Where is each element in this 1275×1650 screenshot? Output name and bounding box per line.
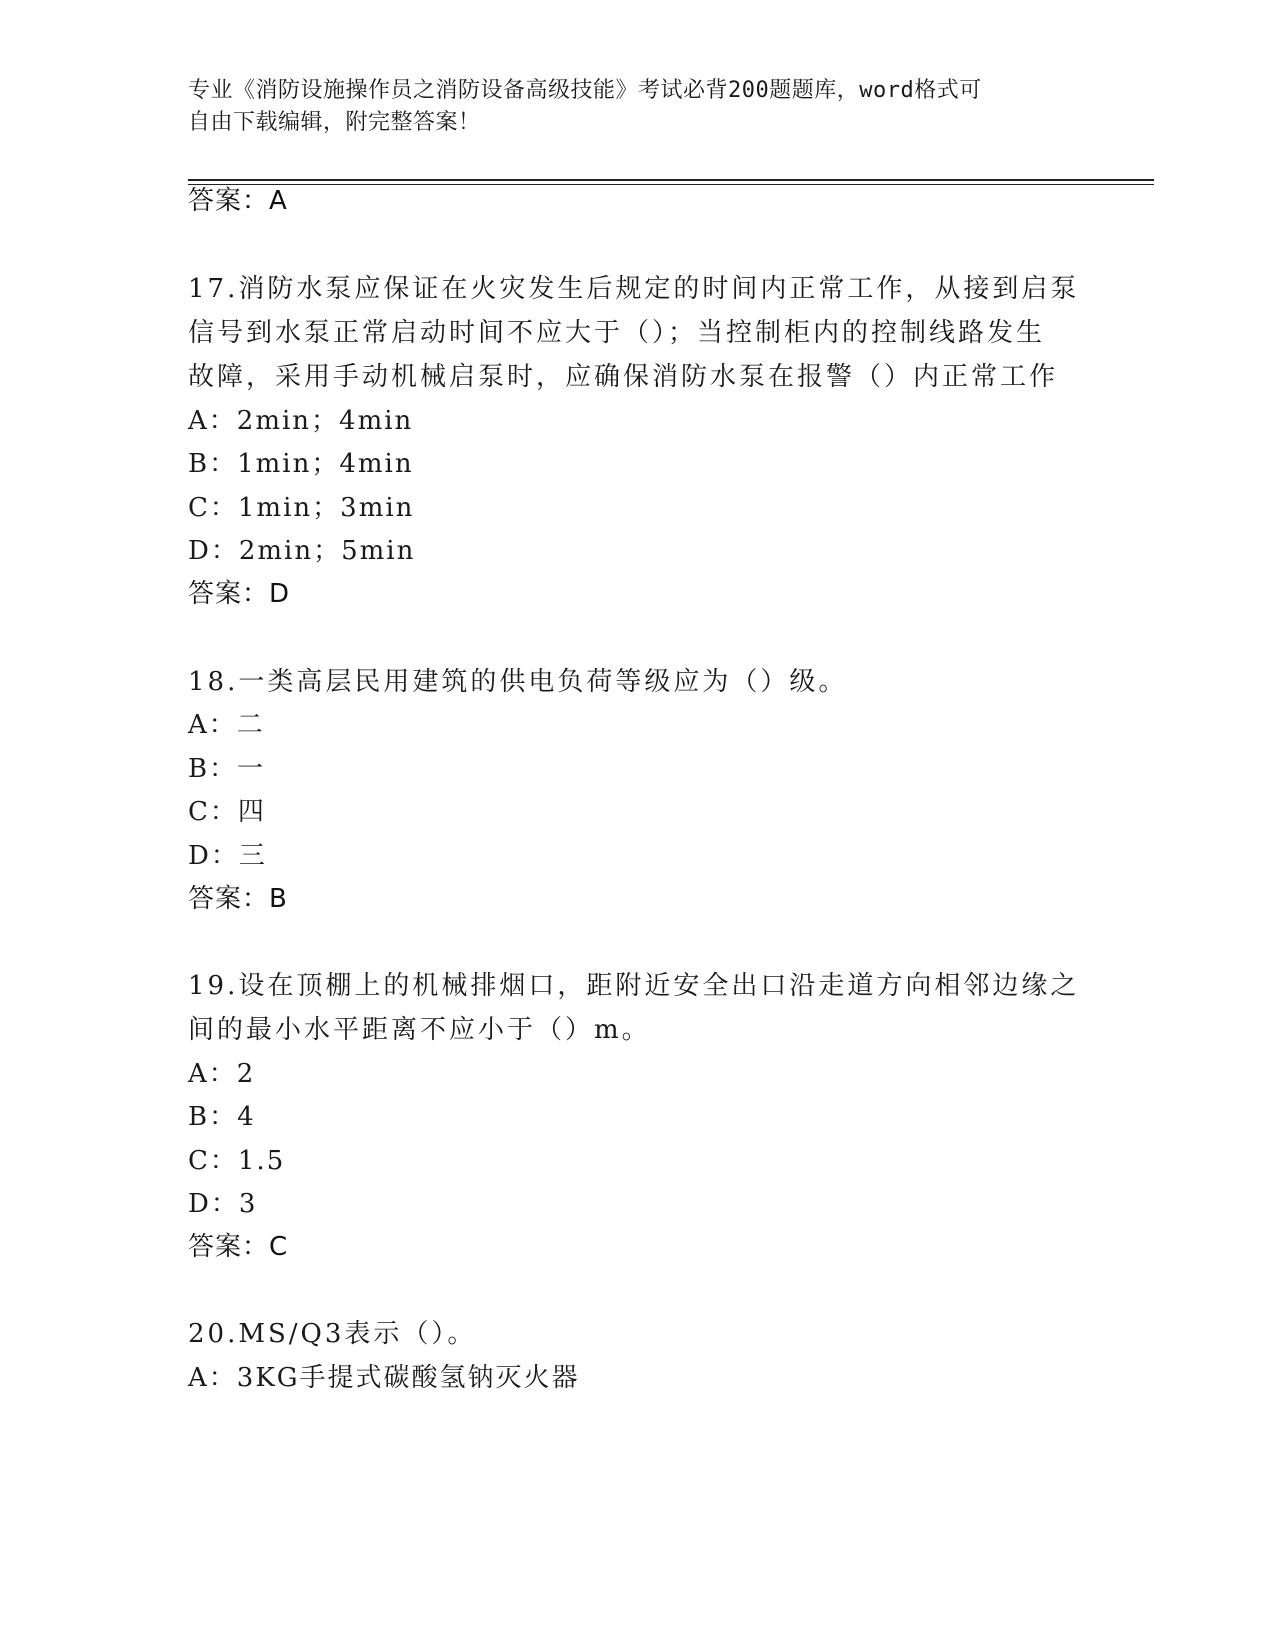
answer-line: 答案：A xyxy=(188,186,288,216)
question-19-stem-line-1: 19.设在顶棚上的机械排烟口，距附近安全出口沿走道方向相邻边缘之 xyxy=(188,971,1080,1001)
question-18-option-a: A：二 xyxy=(188,710,265,740)
question-18-option-b: B：一 xyxy=(188,754,266,784)
question-17-answer: 答案：D xyxy=(188,579,291,609)
question-17-stem-line-3: 故障，采用手动机械启泵时，应确保消防水泵在报警（）内正常工作 xyxy=(188,362,1059,392)
document-header xyxy=(188,75,1068,139)
question-18-option-c: C：四 xyxy=(188,797,266,827)
question-18-answer: 答案：B xyxy=(188,884,288,914)
header-line-1: 专业《消防设施操作员之消防设备高级技能》考试必背200题题库，word格式可 xyxy=(188,78,982,103)
question-19-option-b: B：4 xyxy=(188,1102,256,1132)
question-18-stem-line-1: 18.一类高层民用建筑的供电负荷等级应为（）级。 xyxy=(188,667,848,697)
header-divider xyxy=(188,179,1154,181)
question-17-option-a: A：2min；4min xyxy=(188,406,414,436)
question-18-option-d: D：三 xyxy=(188,841,267,871)
question-17-stem-line-1: 17.消防水泵应保证在火灾发生后规定的时间内正常工作，从接到启泵 xyxy=(188,274,1080,304)
question-19-answer: 答案：C xyxy=(188,1232,289,1262)
question-17-option-d: D：2min；5min xyxy=(188,536,416,566)
question-17-stem-line-2: 信号到水泵正常启动时间不应大于（）；当控制柜内的控制线路发生 xyxy=(188,318,1046,348)
question-20-option-a: A：3KG手提式碳酸氢钠灭火器 xyxy=(188,1363,580,1393)
question-19-stem-line-2: 间的最小水平距离不应小于（）m。 xyxy=(188,1015,651,1045)
question-19-option-c: C：1.5 xyxy=(188,1146,286,1176)
question-20-stem-line-1: 20.MS/Q3表示（）。 xyxy=(188,1319,477,1349)
question-19-option-a: A：2 xyxy=(188,1059,256,1089)
header-line-2: 自由下载编辑，附完整答案！ xyxy=(188,110,481,135)
question-17-option-c: C：1min；3min xyxy=(188,493,415,523)
header-divider-thin xyxy=(188,184,1154,185)
question-19-option-d: D：3 xyxy=(188,1189,258,1219)
question-17-option-b: B：1min；4min xyxy=(188,449,414,479)
